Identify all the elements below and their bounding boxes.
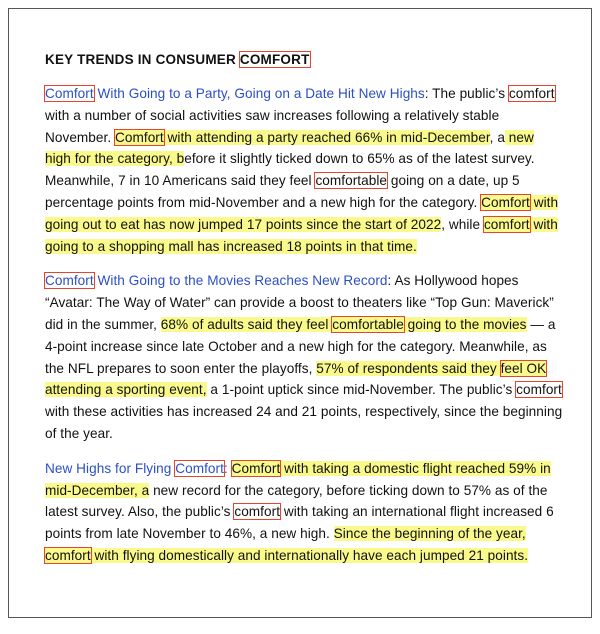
- section-movies: [45, 270, 563, 444]
- body-text: efore it slightly ticked down to 65% as of the latest survey. Meanwhile, 7 in 10 Americans said they feel: [45, 151, 535, 189]
- title-text: KEY TRENDS IN CONSUMER: [45, 52, 240, 67]
- boxed-keyword: comfort: [234, 504, 281, 520]
- heading-text: With Going to the Movies Reaches New Record: [93, 273, 388, 289]
- body-text: : As Hollywood hopes “Avatar: The Way of Water” can provide a boost to theaters like “Top Gun: Maverick” did in the summer,: [45, 273, 554, 332]
- title-keyword-comfort: COMFORT: [239, 52, 310, 67]
- highlighted-text: with flying domestically and internationally have each jumped 21 points.: [90, 547, 529, 563]
- body-text: : The public’s: [424, 86, 509, 101]
- boxed-keyword: comfort: [508, 86, 555, 101]
- section-heading-movies: [45, 273, 388, 288]
- article-body: [45, 49, 563, 580]
- highlighted-text: new high for the category, b: [45, 129, 534, 167]
- highlighted-text: with going to a shopping mall has increased 18 points in that time.: [45, 216, 558, 254]
- body-text: — a 4-point increase since late October and a new high for the category. Meanwhile, as the NFL prepares to soon enter the playoffs,: [45, 316, 556, 376]
- heading-colon: :: [223, 460, 228, 476]
- boxed-keyword: Comfort: [175, 460, 224, 476]
- body-text: , while: [441, 216, 484, 232]
- boxed-keyword: comfort: [516, 382, 562, 398]
- highlighted-text: Since the beginning of the year,: [333, 526, 526, 542]
- highlighted-text: with going out to eat has now jumped 17 points since the start of 2022: [45, 194, 559, 232]
- boxed-keyword: feel OK: [500, 360, 547, 376]
- body-text: going on a date, up 5 percentage points from mid-November and a new high for the category.: [45, 173, 520, 210]
- highlighted-text: 68% of adults said they feel: [160, 316, 333, 332]
- body-text: , a: [489, 129, 505, 145]
- boxed-keyword: Comfort: [115, 129, 164, 145]
- highlighted-text: going to the movies: [403, 316, 527, 332]
- section-heading-party-date: [45, 86, 425, 101]
- document-frame: [8, 8, 592, 618]
- body-text: a 1-point uptick since mid-November. The public’s: [206, 382, 517, 398]
- body-text: new record for the category, before ticking down to 57% as of the latest survey. Also, the public’s: [45, 482, 548, 520]
- boxed-keyword: Comfort: [45, 273, 94, 289]
- highlighted-text: 57% of respondents said they: [316, 360, 501, 376]
- heading-text: New Highs for Flying: [45, 460, 176, 476]
- boxed-keyword: Comfort: [45, 86, 94, 101]
- body-text: with these activities has increased 24 and 21 points, respectively, since the beginning of the year.: [45, 404, 563, 441]
- body-text: with taking an international flight increased 6 points from late November to 46%, a new high.: [45, 504, 554, 542]
- body-text: with a number of social activities saw increases following a relatively stable November.: [45, 107, 500, 145]
- boxed-keyword: comfortable: [315, 173, 388, 189]
- boxed-keyword: comfort: [45, 547, 91, 563]
- boxed-keyword: Comfort: [231, 460, 281, 476]
- section-flying: [45, 458, 563, 567]
- section-heading-flying: [45, 461, 228, 476]
- highlighted-text: attending a sporting event,: [45, 382, 207, 398]
- heading-text: With Going to a Party, Going on a Date Hit New Highs: [93, 86, 425, 101]
- boxed-keyword: comfortable: [332, 316, 404, 332]
- page-title: [45, 49, 563, 71]
- boxed-keyword: Comfort: [481, 194, 530, 210]
- section-party-date: [45, 83, 563, 257]
- highlighted-text: with taking a domestic flight reached 59% in mid-December, a: [45, 460, 551, 498]
- highlighted-text: with attending a party reached 66% in mid-December: [163, 129, 490, 145]
- boxed-keyword: comfort: [483, 216, 530, 232]
